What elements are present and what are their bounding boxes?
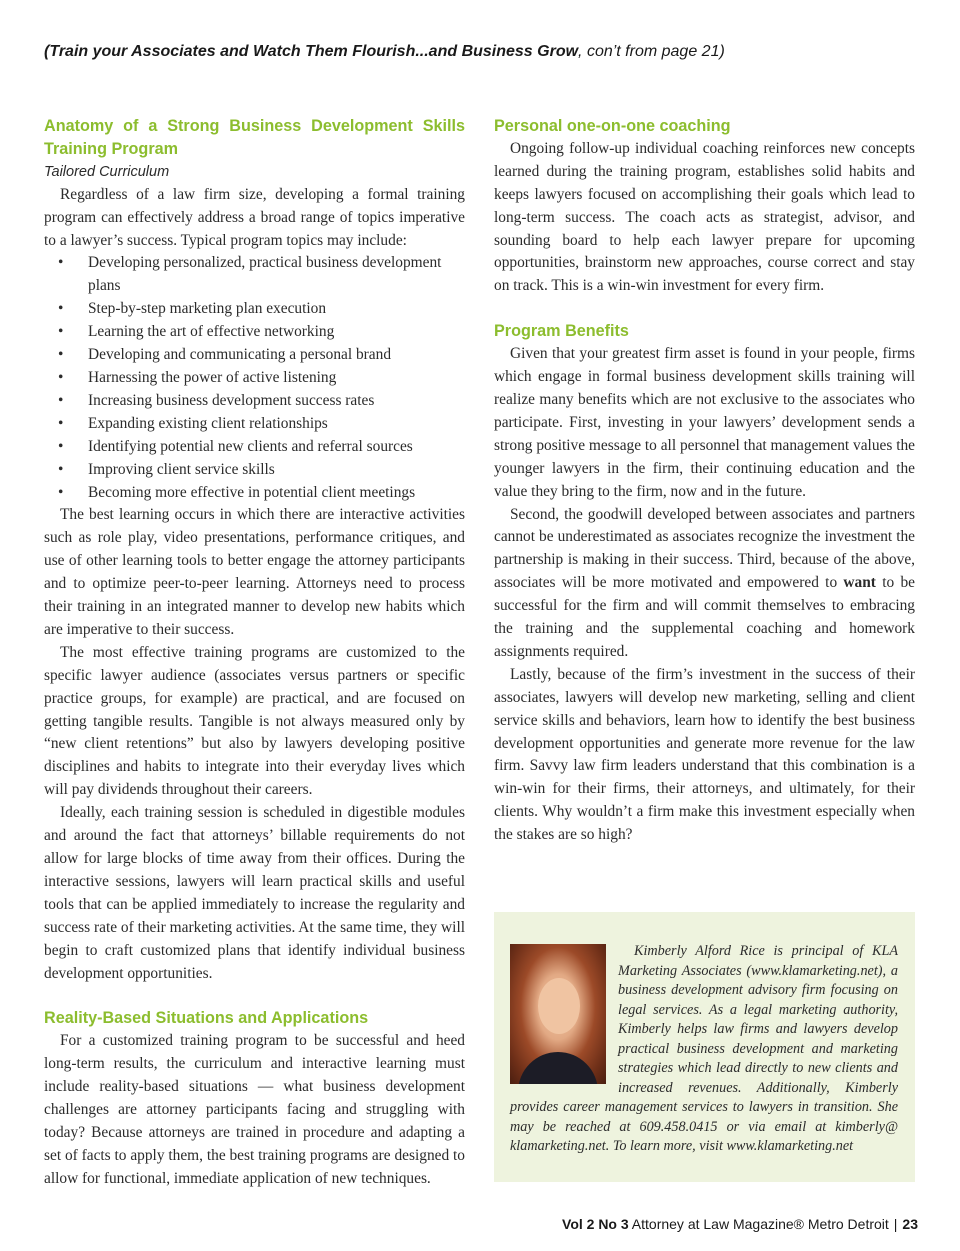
topic-text: Increasing business development success rates: [88, 391, 375, 409]
right-column: [494, 115, 915, 847]
footer-issue: Vol 2 No 3: [562, 1216, 629, 1232]
paragraph: The most effective training programs are customized to the specific lawyer audience (associates versus partners or specific practice groups, for example) are practical, and are focused on getting tangible results. Tangible is not always measured only by “new client retentions” but also by lawyers developing positive disciplines and habits to integrate into their everyday lives which will pay dividends throughout their careers.: [44, 643, 465, 799]
emphasis-want: want: [843, 574, 876, 592]
bullet-icon: •: [58, 254, 64, 272]
topic-list-item: [44, 436, 465, 459]
bullet-icon: •: [58, 483, 64, 501]
paragraph: The best learning occurs in which there are interactive activities such as role play, video presentations, performance critiques, and use of other learning tools to better engage the attorney participants and to optimize peer-to-peer learning. Attorneys need to process their training in an integrated manner to develop new habits which are imperative to their success.: [44, 506, 465, 638]
topic-list-item: [44, 344, 465, 367]
bullet-icon: •: [58, 414, 64, 432]
topic-text: Harnessing the power of active listening: [88, 368, 337, 386]
footer-publication: Attorney at Law Magazine® Metro Detroit: [631, 1216, 889, 1232]
paragraph-text: Second, the goodwill developed between associates and partners cannot be underestimated as associates recognize the investment the partnership is making in their success. Third, because of the above, associates will be more motivated and empowered to: [494, 505, 915, 592]
topic-text: Improving client service skills: [88, 460, 275, 478]
paragraph: Given that your greatest firm asset is found in your people, firms which engage in formal business development skills training will realize many benefits which are not exclusive to the associates who participate. First, investing in your lawyers’ development sends a strong positive message to all personnel that management values the younger lawyers in the firm, their continuing education and the value they bring to the firm, now and in the future.: [494, 345, 915, 500]
bullet-icon: •: [58, 323, 64, 341]
paragraph: Regardless of a law firm size, developing a formal training program can effectively address a broad range of topics imperative to a lawyer’s success. Typical program topics may include:: [44, 185, 465, 249]
author-bio-box: [494, 912, 915, 1182]
topics-list: [44, 252, 465, 504]
topic-list-item: [44, 298, 465, 321]
topic-list-item: [44, 252, 465, 298]
section-heading-reality: Reality-Based Situations and Applications: [44, 1009, 369, 1028]
header-continued: , con’t from page 21): [578, 43, 725, 60]
page-footer: [562, 1216, 918, 1232]
section-heading-benefits: Program Benefits: [494, 322, 629, 341]
author-photo: [510, 944, 606, 1084]
bullet-icon: •: [58, 368, 64, 386]
bullet-icon: •: [58, 437, 64, 455]
topic-text: Expanding existing client relationships: [88, 414, 328, 432]
continuation-header: [44, 43, 924, 61]
paragraph: [494, 504, 915, 664]
paragraph-text: to be successful for the firm and will commit themselves to embracing the training and the supplemental coaching and homework assignments required.: [494, 574, 915, 660]
bullet-icon: •: [58, 460, 64, 478]
topic-text: Learning the art of effective networking: [88, 323, 335, 341]
topic-text: Identifying potential new clients and referral sources: [88, 437, 413, 455]
topic-list-item: [44, 482, 465, 505]
topic-text: Becoming more effective in potential client meetings: [88, 483, 416, 501]
footer-separator: |: [893, 1216, 898, 1232]
topic-text: Step-by-step marketing plan execution: [88, 300, 327, 318]
section-heading-coaching: Personal one-on-one coaching: [494, 117, 731, 135]
bullet-icon: •: [58, 391, 64, 409]
topic-list-item: [44, 367, 465, 390]
topic-text: Developing and communicating a personal brand: [88, 346, 392, 364]
topic-list-item: [44, 321, 465, 344]
author-bio-text: Kimberly Alford Rice is principal of KLA Marketing Associates (www.klamarketing.net), a business development advisory firm focusing on legal services. As a legal marketing authority, Kimberly helps law firms and lawyers develop practical business development and marketing strategies which lead directly to new clients and increased revenues. Additionally, Kimberly provides career management services to lawyers in transition. She may be reached at 609.458.0415 or via email at kimberly@ klamarketing.net. To learn more, visit www.klamarketing.net: [510, 943, 898, 1154]
bullet-icon: •: [58, 346, 64, 364]
paragraph: Ideally, each training session is scheduled in digestible modules and around the fact that attorneys’ billable requirements do not allow for large blocks of time away from their offices. During the interactive sessions, lawyers will learn practical skills and useful tools that can be applied immediately to increase the regularity and success rate of their marketing activities. At the same time, they will begin to craft customized plans that identify individual business development opportunities.: [44, 804, 465, 982]
left-column: [44, 115, 465, 1191]
header-title: (Train your Associates and Watch Them Flourish...and Business Grow: [44, 43, 579, 60]
section-heading-anatomy: Anatomy of a Strong Business Development Skills Training Program: [44, 117, 465, 158]
subheading-tailored-curriculum: Tailored Curriculum: [44, 163, 170, 180]
page-number: 23: [902, 1216, 918, 1232]
topic-list-item: [44, 459, 465, 482]
bullet-icon: •: [58, 300, 64, 318]
topic-list-item: [44, 413, 465, 436]
paragraph: Lastly, because of the firm’s investment in the success of their associates, lawyers will develop new marketing, selling and client service skills and behaviors, learn how to identify the best business development opportunities and generate more revenue for the law firm. Savvy law firm leaders understand that this combination is a win-win for their firms, their attorneys, and ultimately, for their clients. Why wouldn’t a firm make this investment especially when the stakes are so high?: [494, 665, 915, 844]
paragraph: Ongoing follow-up individual coaching reinforces new concepts learned during the training program, establishes solid habits and keeps lawyers focused on accomplishing their goals which lead to long-term success. The coach acts as strategist, advisor, and sounding board to help each lawyer prepare for upcoming opportunities, brainstorm new approaches, course correct and stay on track. This is a win-win investment for every firm.: [494, 139, 915, 295]
topic-list-item: [44, 390, 465, 413]
paragraph: For a customized training program to be successful and heed long-term results, the curriculum and interactive learning must include reality-based situations — what business development challenges are attorney participants facing and struggling with today? Because attorneys are trained in procedure and adapting a set of facts to apply them, the best training programs are designed to allow for functional, immediate application of new techniques.: [44, 1032, 465, 1187]
topic-text: Developing personalized, practical business development plans: [88, 254, 442, 295]
